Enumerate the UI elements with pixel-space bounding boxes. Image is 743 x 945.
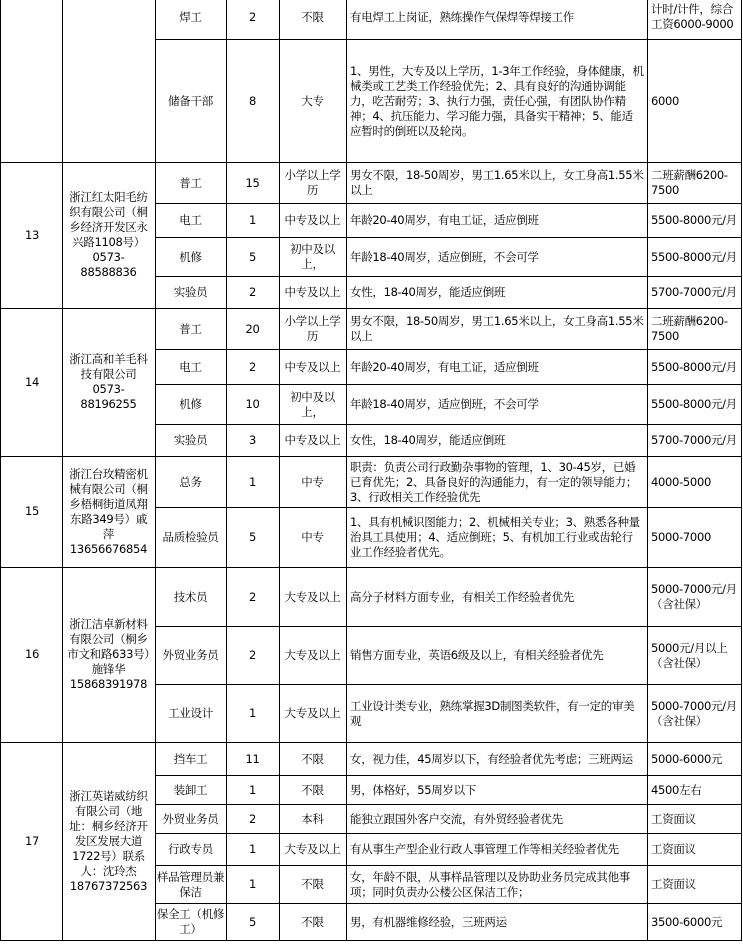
grid-line — [0, 456, 742, 457]
education-text: 中专及以上 — [284, 433, 341, 447]
job-position-cell — [156, 163, 225, 203]
requirements-cell — [347, 425, 646, 456]
grid-line — [155, 865, 742, 866]
job-position-text: 普工 — [179, 175, 202, 190]
requirements-cell — [347, 904, 646, 940]
requirements-cell — [347, 385, 646, 424]
headcount-cell — [227, 776, 278, 804]
education-text: 中专 — [301, 474, 324, 489]
education-cell — [280, 508, 345, 567]
headcount-cell — [227, 309, 278, 349]
headcount-text: 5 — [248, 914, 257, 929]
requirements-cell — [347, 277, 646, 308]
salary-text: 工资面议 — [651, 842, 696, 856]
job-position-cell — [156, 805, 225, 833]
headcount-cell — [227, 743, 278, 775]
grid-line — [0, 0, 1, 941]
education-text: 中专 — [301, 530, 324, 544]
salary-cell — [648, 163, 742, 203]
salary-text: 5000-7000 — [651, 530, 711, 544]
job-position-text: 样品管理员兼保洁 — [156, 869, 225, 899]
row-number-cell — [2, 456, 62, 567]
job-position-cell — [156, 277, 225, 308]
headcount-text: 2 — [248, 359, 257, 374]
salary-cell — [648, 508, 742, 567]
headcount-text: 2 — [248, 589, 257, 604]
row-number-text: 14 — [24, 374, 40, 389]
salary-text: 5700-7000元/月 — [651, 433, 737, 447]
salary-text: 4500左右 — [651, 782, 702, 797]
grid-line — [155, 237, 742, 238]
education-cell — [280, 385, 345, 424]
education-text: 中专及以上 — [284, 359, 341, 374]
requirements-text: 1、男性，大专及以上学历，1-3年工作经验，身体健康，机械类或工艺类工作经验优先；2、具有良好的沟通协调能力，吃苦耐劳；3、执行力强，责任心强，有团队协作精神；4、抗压能力、学习能力强，具备实干精神；5、能适应暂时的倒班以及轮岗。 — [350, 63, 644, 138]
salary-text: 5500-8000元/月 — [651, 359, 737, 374]
headcount-text: 5 — [248, 249, 257, 264]
salary-cell — [648, 627, 742, 684]
job-position-cell — [156, 568, 225, 626]
job-position-text: 工业设计 — [168, 706, 213, 720]
grid-line — [226, 0, 227, 941]
company-info-cell — [65, 456, 152, 567]
education-text: 中专及以上 — [284, 285, 341, 299]
requirements-text: 女，年龄不限，从事样品管理以及协助业务员完成其他事项；同时负责办公楼公区保洁工作； — [350, 869, 630, 899]
job-position-text: 储备干部 — [168, 93, 213, 108]
grid-line — [155, 626, 742, 627]
requirements-cell — [347, 40, 646, 162]
job-position-cell — [156, 904, 225, 940]
company-info-text: 浙江台玫精密机械有限公司（桐乡梧桐街道凤翔东路349号）戚萍13656676854 — [69, 466, 148, 556]
headcount-text: 10 — [245, 397, 260, 411]
grid-line — [0, 308, 742, 309]
grid-line — [0, 742, 742, 743]
education-cell — [280, 40, 345, 162]
requirements-cell — [347, 238, 646, 276]
requirements-text: 男，体格好，55周岁以下 — [350, 782, 477, 797]
education-text: 中专及以上 — [284, 213, 341, 227]
headcount-cell — [227, 805, 278, 833]
salary-cell — [648, 40, 742, 162]
salary-cell — [648, 425, 742, 456]
salary-text: 工资面议 — [651, 811, 696, 826]
education-text: 初中及以上， — [290, 389, 335, 419]
salary-cell — [648, 350, 742, 384]
headcount-cell — [227, 457, 278, 507]
job-position-text: 电工 — [179, 359, 202, 374]
salary-cell — [648, 866, 742, 903]
job-position-text: 行政专员 — [168, 842, 213, 856]
job-position-cell — [156, 685, 225, 742]
grid-line — [155, 276, 742, 277]
salary-cell — [648, 0, 742, 39]
requirements-text: 男女不限，18-50周岁，男工1.65米以上，女工身高1.55米以上 — [350, 168, 644, 197]
job-position-text: 技术员 — [173, 589, 208, 604]
job-position-text: 品质检验员 — [162, 530, 219, 544]
education-cell — [280, 904, 345, 940]
job-position-text: 外贸业务员 — [162, 648, 219, 662]
requirements-text: 高分子材料方面专业，有相关工作经验者优先 — [350, 589, 574, 604]
headcount-cell — [227, 163, 278, 203]
grid-line — [155, 424, 742, 425]
education-cell — [280, 805, 345, 833]
job-position-text: 保全工（机修工） — [156, 907, 225, 936]
headcount-cell — [227, 0, 278, 39]
headcount-cell — [227, 277, 278, 308]
requirements-cell — [347, 350, 646, 384]
company-info-cell — [65, 308, 152, 456]
salary-cell — [648, 385, 742, 424]
job-position-cell — [156, 508, 225, 567]
headcount-cell — [227, 385, 278, 424]
salary-cell — [648, 743, 742, 775]
grid-line — [155, 507, 742, 508]
row-number-text: 15 — [24, 504, 40, 518]
requirements-cell — [347, 163, 646, 203]
job-position-cell — [156, 834, 225, 865]
job-position-cell — [156, 204, 225, 237]
grid-line — [155, 903, 742, 904]
grid-line — [155, 804, 742, 805]
requirements-text: 能独立跟国外客户交流，有外贸经验者优先 — [350, 811, 563, 826]
salary-cell — [648, 309, 742, 349]
grid-line — [346, 0, 347, 941]
salary-text: 5000-7000元/月（含社保） — [651, 698, 737, 728]
grid-line — [0, 567, 742, 568]
grid-line — [279, 0, 280, 941]
requirements-text: 1、具有机械识图能力；2、机械相关专业；3、熟悉各种量治具工具使用；4、适应倒班；5、有机加工行业或齿轮行业工作经验者优先。 — [350, 515, 640, 559]
salary-cell — [648, 805, 742, 833]
job-position-text: 机修 — [179, 249, 202, 264]
salary-text: 二班薪酬6200-7500 — [651, 168, 728, 197]
education-cell — [280, 866, 345, 903]
grid-line — [155, 203, 742, 204]
salary-text: 5000-7000元/月（含社保） — [651, 582, 737, 611]
headcount-cell — [227, 350, 278, 384]
salary-text: 4000-5000 — [651, 474, 711, 489]
grid-line — [0, 940, 742, 941]
education-cell — [280, 163, 345, 203]
row-number-cell — [2, 162, 62, 308]
education-cell — [280, 743, 345, 775]
salary-cell — [648, 457, 742, 507]
company-info-text: 浙江高和羊毛科技有限公司0573-88196255 — [69, 352, 148, 411]
company-info-text: 浙江英诺威纺织有限公司（地址：桐乡经济开发区发展大道1722号）联系人：沈玲杰18767372563 — [69, 788, 148, 893]
job-position-cell — [156, 0, 225, 39]
requirements-text: 职责：负责公司行政勤杂事物的管理，1、30-45岁，已婚已育优先；2、具备良好的沟通能力，有一定的领导能力；3、行政相关工作经验优先 — [350, 459, 638, 504]
education-text: 小学以上学历 — [284, 168, 341, 197]
requirements-text: 工业设计类专业，熟练掌握3D制图类软件，有一定的审美观 — [350, 698, 635, 728]
row-number-text: 17 — [24, 833, 40, 848]
education-text: 大专及以上 — [284, 842, 341, 856]
education-text: 不限 — [301, 914, 324, 929]
requirements-cell — [347, 805, 646, 833]
grid-line — [155, 349, 742, 350]
requirements-text: 男，有机器维修经验，三班两运 — [350, 914, 507, 929]
requirements-text: 年龄20-40周岁，有电工证，适应倒班 — [350, 213, 539, 227]
requirements-cell — [347, 309, 646, 349]
headcount-text: 1 — [248, 213, 257, 227]
job-position-cell — [156, 238, 225, 276]
grid-line — [155, 39, 742, 40]
headcount-cell — [227, 425, 278, 456]
headcount-cell — [227, 627, 278, 684]
row-number-cell — [2, 0, 62, 162]
education-cell — [280, 0, 345, 39]
salary-text: 3500-6000元 — [651, 914, 723, 929]
education-text: 大专及以上 — [284, 706, 341, 720]
requirements-text: 有电焊工上岗证，熟练操作气保焊等焊接工作 — [350, 9, 574, 24]
salary-text: 5500-8000元/月 — [651, 397, 737, 411]
requirements-cell — [347, 508, 646, 567]
requirements-cell — [347, 743, 646, 775]
headcount-text: 2 — [248, 811, 257, 826]
job-position-cell — [156, 40, 225, 162]
requirements-text: 女，视力佳，45周岁以下，有经验者优先考虑；三班两运 — [350, 751, 633, 766]
salary-text: 工资面议 — [651, 877, 696, 891]
grid-line — [647, 0, 648, 941]
education-text: 本科 — [301, 811, 324, 826]
requirements-text: 有从事生产型企业行政人事管理工作等相关经验者优先 — [350, 842, 619, 856]
requirements-cell — [347, 457, 646, 507]
salary-text: 5700-7000元/月 — [651, 285, 737, 299]
job-position-text: 焊工 — [179, 9, 202, 24]
job-position-text: 电工 — [179, 213, 202, 227]
job-position-text: 挡车工 — [173, 751, 208, 766]
job-position-text: 机修 — [179, 397, 202, 411]
headcount-text: 5 — [248, 530, 257, 544]
requirements-cell — [347, 866, 646, 903]
education-text: 不限 — [301, 877, 324, 891]
requirements-text: 年龄18-40周岁，适应倒班，不会可学 — [350, 397, 539, 411]
education-cell — [280, 204, 345, 237]
education-cell — [280, 834, 345, 865]
headcount-text: 2 — [248, 9, 257, 24]
headcount-cell — [227, 40, 278, 162]
requirements-cell — [347, 776, 646, 804]
row-number-cell — [2, 308, 62, 456]
job-position-cell — [156, 743, 225, 775]
grid-line — [155, 384, 742, 385]
company-info-text: 浙江红太阳毛纺织有限公司（桐乡经济开发区永兴路1108号）0573-88588836 — [69, 190, 148, 279]
grid-line — [62, 0, 63, 941]
job-position-text: 外贸业务员 — [162, 811, 219, 826]
headcount-text: 1 — [248, 706, 257, 720]
requirements-cell — [347, 685, 646, 742]
education-cell — [280, 457, 345, 507]
job-position-cell — [156, 309, 225, 349]
job-position-cell — [156, 627, 225, 684]
salary-text: 5500-8000元/月 — [651, 213, 737, 227]
row-number-cell — [2, 742, 62, 940]
requirements-text: 男女不限，18-50周岁，男工1.65米以上，女工身高1.55米以上 — [350, 314, 644, 343]
grid-line — [0, 162, 742, 163]
row-number-text: 13 — [24, 227, 40, 242]
headcount-text: 2 — [248, 648, 257, 662]
education-text: 不限 — [301, 782, 324, 797]
education-cell — [280, 277, 345, 308]
requirements-cell — [347, 568, 646, 626]
education-text: 大专 — [301, 93, 324, 108]
grid-line — [155, 0, 156, 941]
headcount-text: 3 — [248, 433, 257, 447]
requirements-text: 年龄20-40周岁，有电工证，适应倒班 — [350, 359, 539, 374]
headcount-cell — [227, 904, 278, 940]
headcount-cell — [227, 866, 278, 903]
requirements-text: 女性，18-40周岁，能适应倒班 — [350, 285, 506, 299]
education-cell — [280, 776, 345, 804]
headcount-cell — [227, 568, 278, 626]
salary-text: 二班薪酬6200-7500 — [651, 314, 728, 343]
education-cell — [280, 309, 345, 349]
salary-cell — [648, 204, 742, 237]
headcount-cell — [227, 685, 278, 742]
education-text: 不限 — [301, 9, 324, 24]
requirements-text: 年龄18-40周岁，适应倒班，不会可学 — [350, 249, 539, 264]
job-position-cell — [156, 425, 225, 456]
requirements-cell — [347, 0, 646, 39]
salary-text: 计时/计件，综合工资6000-9000 — [651, 2, 734, 31]
job-position-cell — [156, 457, 225, 507]
job-position-text: 总务 — [179, 474, 202, 489]
row-number-text: 16 — [24, 647, 40, 661]
education-text: 小学以上学历 — [284, 314, 341, 343]
headcount-cell — [227, 508, 278, 567]
headcount-text: 1 — [248, 782, 257, 797]
salary-cell — [648, 568, 742, 626]
company-info-cell — [65, 0, 152, 162]
requirements-text: 女性，18-40周岁，能适应倒班 — [350, 433, 506, 447]
education-cell — [280, 685, 345, 742]
job-position-text: 普工 — [179, 321, 202, 336]
job-position-text: 装卸工 — [173, 782, 208, 797]
headcount-cell — [227, 204, 278, 237]
headcount-text: 1 — [248, 877, 257, 891]
headcount-text: 20 — [245, 321, 260, 336]
headcount-text: 1 — [248, 842, 257, 856]
headcount-text: 8 — [248, 93, 257, 108]
salary-cell — [648, 238, 742, 276]
education-text: 大专及以上 — [284, 648, 341, 662]
headcount-cell — [227, 834, 278, 865]
salary-cell — [648, 776, 742, 804]
job-position-cell — [156, 385, 225, 424]
education-text: 不限 — [301, 751, 324, 766]
headcount-text: 15 — [245, 175, 260, 190]
education-cell — [280, 627, 345, 684]
salary-cell — [648, 904, 742, 940]
grid-line — [155, 684, 742, 685]
job-position-text: 实验员 — [173, 285, 208, 299]
job-position-cell — [156, 776, 225, 804]
requirements-cell — [347, 627, 646, 684]
job-position-cell — [156, 866, 225, 903]
job-position-cell — [156, 350, 225, 384]
salary-cell — [648, 834, 742, 865]
education-cell — [280, 238, 345, 276]
education-text: 初中及以上， — [290, 242, 335, 271]
grid-line — [155, 775, 742, 776]
company-info-text: 浙江洁卓新材料有限公司（桐乡市文和路633号）施锋华15868391978 — [67, 617, 150, 691]
row-number-cell — [2, 567, 62, 742]
requirements-text: 销售方面专业，英语6级及以上，有相关经验者优先 — [350, 648, 604, 662]
salary-cell — [648, 277, 742, 308]
education-cell — [280, 350, 345, 384]
grid-line — [741, 0, 742, 941]
requirements-cell — [347, 204, 646, 237]
job-position-text: 实验员 — [173, 433, 208, 447]
requirements-cell — [347, 834, 646, 865]
headcount-text: 11 — [245, 751, 260, 766]
company-info-cell — [65, 162, 152, 308]
salary-text: 5500-8000元/月 — [651, 249, 737, 264]
company-info-cell — [65, 742, 152, 940]
headcount-text: 1 — [248, 474, 257, 489]
salary-text: 5000元/月以上（含社保） — [651, 640, 728, 670]
headcount-text: 2 — [248, 285, 257, 299]
education-text: 大专及以上 — [284, 589, 341, 604]
salary-text: 5000-6000元 — [651, 751, 723, 766]
grid-line — [155, 833, 742, 834]
company-info-cell — [65, 567, 152, 742]
salary-text: 6000 — [651, 93, 680, 108]
education-cell — [280, 568, 345, 626]
headcount-cell — [227, 238, 278, 276]
education-cell — [280, 425, 345, 456]
salary-cell — [648, 685, 742, 742]
